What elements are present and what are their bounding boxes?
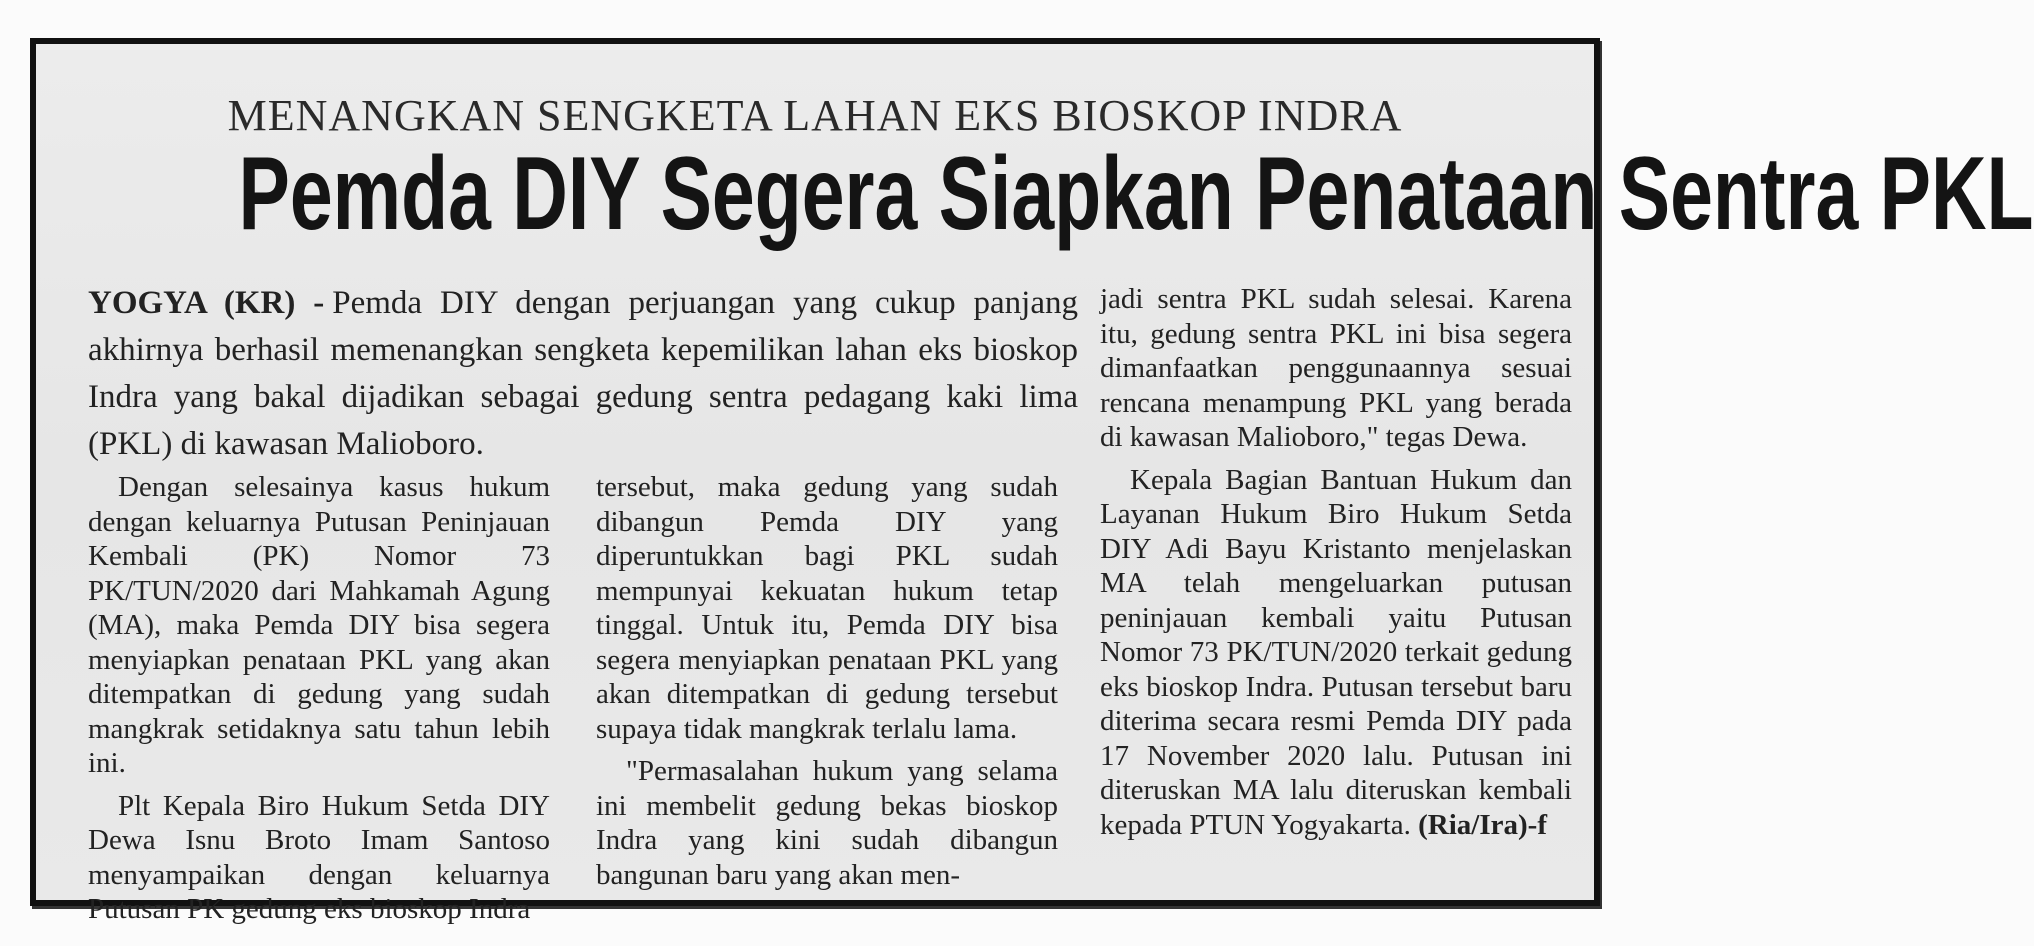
article-column-3 <box>1100 282 1572 850</box>
article-column-2 <box>596 470 1058 900</box>
article-column-1 <box>88 470 550 935</box>
column-3-paragraph-2-text: Kepala Bagian Bantuan Hukum dan Layanan Hukum Biro Hukum Setda DIY Adi Bayu Kristanto menjelaskan MA telah mengeluarkan putusan peninjauan kembali yaitu Putusan Nomor 73 PK/TUN/2020 terkait gedung eks bioskop Indra. Putusan tersebut baru diterima secara resmi Pemda DIY pada 17 November 2020 lalu. Putusan ini diteruskan MA lalu diteruskan kembali kepada PTUN Yogyakarta. <box>1100 463 1572 841</box>
article-headline: Pemda DIY Segera Siapkan Penataan Sentra PKL <box>238 136 2034 252</box>
column-2-paragraph-1: tersebut, maka gedung yang sudah dibangun Pemda DIY yang diperuntukkan bagi PKL sudah mempunyai kekuatan hukum tetap tinggal. Untuk itu, Pemda DIY bisa segera menyiapkan penataan PKL yang akan ditempatkan di gedung tersebut supaya tidak mangkrak terlalu lama. <box>596 471 1058 745</box>
column-1-paragraph-2: Plt Kepala Biro Hukum Setda DIY Dewa Isnu Broto Imam Santoso menyampaikan dengan keluarnya Putusan PK gedung eks bioskop Indra <box>88 789 550 925</box>
column-2-paragraph-2: "Permasalahan hukum yang selama ini membelit gedung bekas bioskop Indra yang kini sudah dibangun bangunan baru yang akan men- <box>596 755 1058 891</box>
column-3-paragraph-2 <box>1100 463 1572 843</box>
article-lead <box>88 280 1078 468</box>
article-kicker: MENANGKAN SENGKETA LAHAN EKS BIOSKOP INDRA <box>227 91 1403 140</box>
article-dateline: YOGYA (KR) - <box>88 285 325 321</box>
article-byline: (Ria/Ira)-f <box>1418 808 1547 841</box>
column-1-paragraph-1: Dengan selesainya kasus hukum dengan keluarnya Putusan Peninjauan Kembali (PK) Nomor 73 PK/TUN/2020 dari Mahkamah Agung (MA), maka Pemda DIY bisa segera menyiapkan penataan PKL yang akan ditempatkan di gedung yang sudah mangkrak setidaknya satu tahun lebih ini. <box>88 471 550 779</box>
lead-text: Pemda DIY dengan perjuangan yang cukup panjang akhirnya berhasil memenangkan sengketa kepemilikan lahan eks bioskop Indra yang bakal dijadikan sebagai gedung sentra pedagang kaki lima (PKL) di kawasan Malioboro. <box>88 285 1078 462</box>
newspaper-clipping <box>30 38 2034 925</box>
column-3-paragraph-1: jadi sentra PKL sudah selesai. Karena itu, gedung sentra PKL ini bisa segera dimanfaatkan penggunaannya sesuai rencana menampung PKL yang berada di kawasan Malioboro," tegas Dewa. <box>1100 283 1572 453</box>
